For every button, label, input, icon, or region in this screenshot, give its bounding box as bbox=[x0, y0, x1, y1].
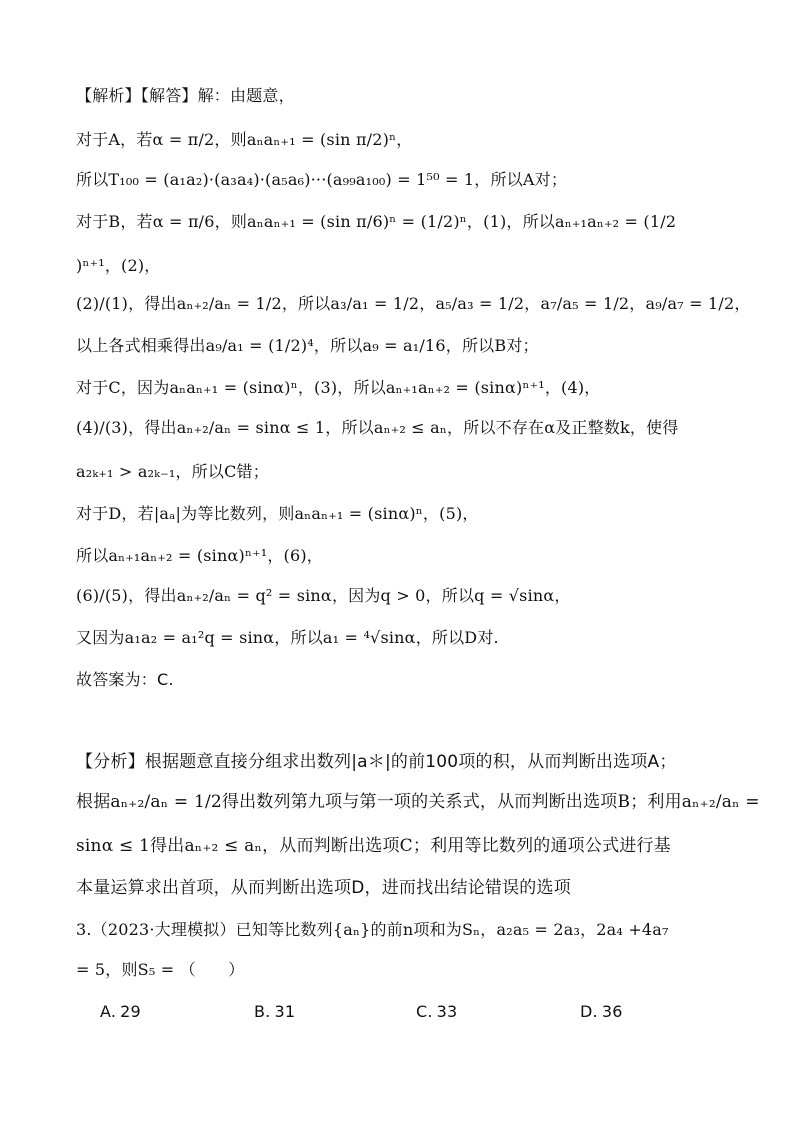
option-b[interactable] bbox=[254, 1000, 295, 1024]
option-b-value: 31 bbox=[274, 1002, 296, 1021]
solution-line-b-ratio: (2)/(1)，得出aₙ₊₂/aₙ = 1/2，所以a₃/a₁ = 1/2，a₅/a₃ = 1/2，a₇/a₅ = 1/2，a₉/a₇ = 1/2， bbox=[76, 294, 751, 313]
solution-line-b-cont: )ⁿ⁺¹，(2)， bbox=[76, 256, 161, 275]
solution-line-d-cont: 所以aₙ₊₁aₙ₊₂ = (sinα)ⁿ⁺¹，(6)， bbox=[76, 546, 323, 565]
analysis-line-3: sinα ≤ 1得出aₙ₊₂ ≤ aₙ，从而判断出选项C；利用等比数列的通项公式进行基 bbox=[76, 836, 671, 856]
option-a[interactable] bbox=[100, 1000, 141, 1024]
option-b-letter: B. bbox=[254, 1002, 271, 1021]
solution-answer: 故答案为：C. bbox=[76, 670, 174, 689]
solution-line-d-ratio: (6)/(5)，得出aₙ₊₂/aₙ = q² = sinα，因为q > 0，所以q = √sinα， bbox=[76, 586, 571, 605]
solution-line-a-product: 所以T₁₀₀ = (a₁a₂)·(a₃a₄)·(a₅a₆)···(a₉₉a₁₀₀) = 1⁵⁰ = 1，所以A对； bbox=[76, 170, 568, 189]
option-a-value: 29 bbox=[120, 1002, 141, 1021]
option-d-value: 36 bbox=[601, 1002, 623, 1021]
question-stem: 3.（2023·大理模拟）已知等比数列{aₙ}的前n项和为Sₙ，a₂a₅ = 2a₃，2a₄ +4a₇ bbox=[76, 920, 669, 939]
analysis-line-2: 根据aₙ₊₂/aₙ = 1/2得出数列第九项与第一项的关系式，从而判断出选项B；利用aₙ₊₂/aₙ = bbox=[76, 792, 760, 812]
solution-line-c-conclusion: a₂ₖ₊₁ > a₂ₖ₋₁，所以C错； bbox=[76, 462, 269, 481]
option-d-letter: D. bbox=[580, 1002, 598, 1021]
option-c-letter: C. bbox=[416, 1002, 433, 1021]
option-c-value: 33 bbox=[436, 1002, 458, 1021]
solution-line-a: 对于A，若α = π/2，则aₙaₙ₊₁ = (sin π/2)ⁿ， bbox=[76, 130, 413, 149]
solution-line-d-conclusion: 又因为a₁a₂ = a₁²q = sinα，所以a₁ = ⁴√sinα，所以D对. bbox=[76, 628, 499, 647]
question-stem-cont: = 5，则S₅ = （ ） bbox=[76, 960, 245, 979]
solution-heading: 【解析】【解答】解：由题意， bbox=[76, 86, 295, 105]
option-d[interactable] bbox=[580, 1000, 623, 1024]
solution-line-b: 对于B，若α = π/6，则aₙaₙ₊₁ = (sin π/6)ⁿ = (1/2)ⁿ，(1)，所以aₙ₊₁aₙ₊₂ = (1/2 bbox=[76, 212, 677, 231]
option-c[interactable] bbox=[416, 1000, 457, 1024]
solution-line-c-ratio: (4)/(3)，得出aₙ₊₂/aₙ = sinα ≤ 1，所以aₙ₊₂ ≤ aₙ，所以不存在α及正整数k，使得 bbox=[76, 418, 679, 437]
analysis-line-1: 【分析】根据题意直接分组求出数列|a＊|的前100项的积，从而判断出选项A； bbox=[76, 752, 677, 772]
solution-line-d: 对于D，若|aₐ|为等比数列，则aₙaₙ₊₁ = (sinα)ⁿ，(5)， bbox=[76, 504, 479, 523]
solution-line-c: 对于C，因为aₙaₙ₊₁ = (sinα)ⁿ，(3)，所以aₙ₊₁aₙ₊₂ = (sinα)ⁿ⁺¹，(4)， bbox=[76, 378, 601, 397]
option-a-letter: A. bbox=[100, 1002, 117, 1021]
analysis-line-4: 本量运算求出首项，从而判断出选项D，进而找出结论错误的选项 bbox=[76, 878, 571, 898]
solution-line-b-conclusion: 以上各式相乘得出a₉/a₁ = (1/2)⁴，所以a₉ = a₁/16，所以B对； bbox=[76, 336, 539, 355]
